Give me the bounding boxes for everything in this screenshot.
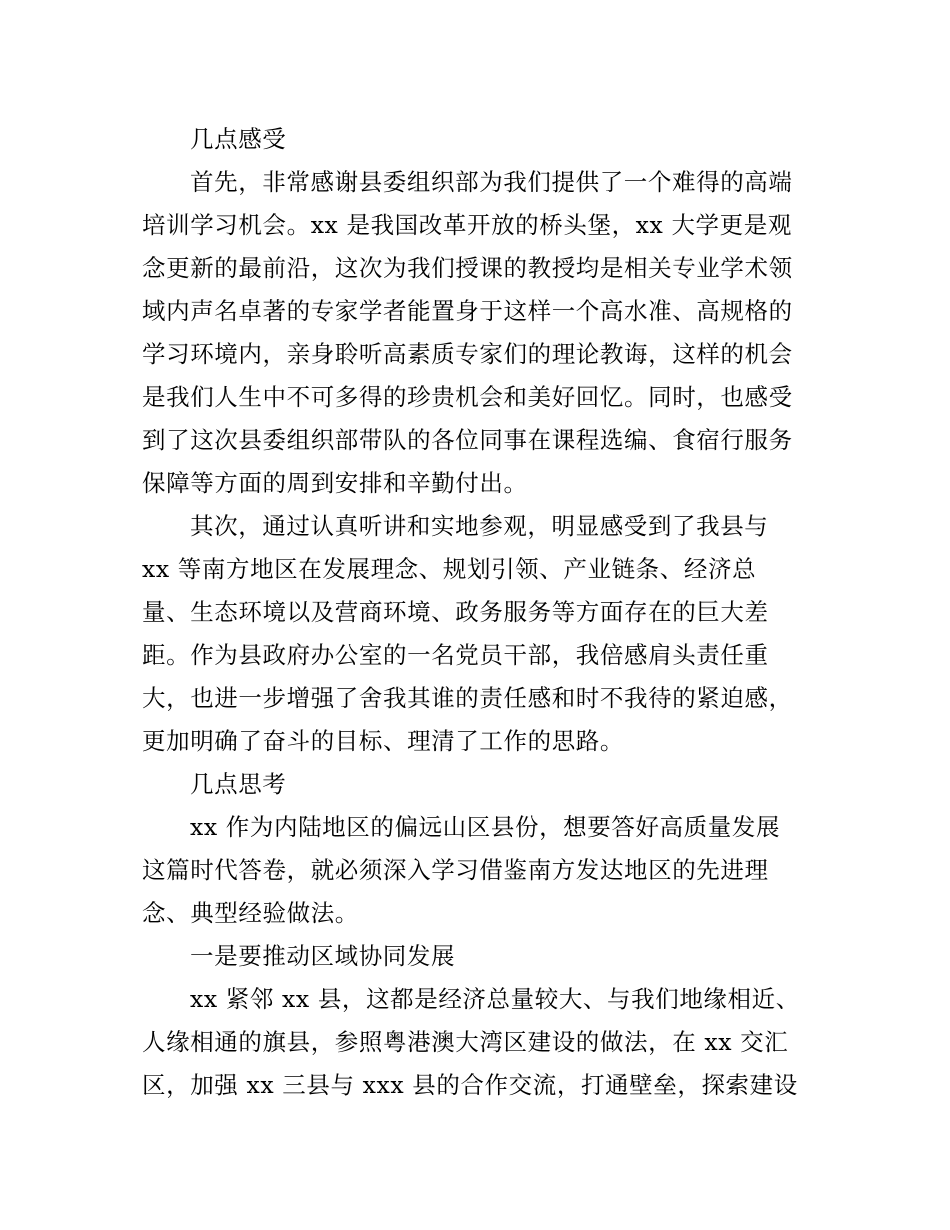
paragraph-line: 域内声名卓著的专家学者能置身于这样一个高水准、高规格的 [142,297,793,325]
paragraph-line: 大，也进一步增强了舍我其谁的责任感和时不我待的紧迫感， [142,684,793,712]
heading-thoughts: 几点思考 [190,770,287,798]
paragraph-line: 是我们人生中不可多得的珍贵机会和美好回忆。同时，也感受 [142,383,793,411]
paragraph-line: 念更新的最前沿，这次为我们授课的教授均是相关专业学术领 [142,254,793,282]
paragraph-line: 首先，非常感谢县委组织部为我们提供了一个难得的高端 [190,168,793,196]
paragraph-line: 念、典型经验做法。 [142,899,359,927]
paragraph-line: xx 紧邻 xx 县，这都是经济总量较大、与我们地缘相近、 [190,985,800,1013]
paragraph-line: xx 等南方地区在发展理念、规划引领、产业链条、经济总 [142,555,757,583]
paragraph-line: 到了这次县委组织部带队的各位同事在课程选编、食宿行服务 [142,426,793,454]
paragraph-line: 量、生态环境以及营商环境、政务服务等方面存在的巨大差 [142,598,769,626]
subheading-regional-coordination: 一是要推动区域协同发展 [190,942,456,970]
paragraph-line: xx 作为内陆地区的偏远山区县份，想要答好高质量发展 [190,813,781,841]
paragraph-line: 学习环境内，亲身聆听高素质专家们的理论教诲，这样的机会 [142,340,793,368]
paragraph-line: 保障等方面的周到安排和辛勤付出。 [142,469,528,497]
paragraph-line: 区，加强 xx 三县与 xxx 县的合作交流，打通壁垒，探索建设 [142,1071,798,1099]
paragraph-line: 距。作为县政府办公室的一名党员干部，我倍感肩头责任重 [142,641,769,669]
paragraph-line: 这篇时代答卷，就必须深入学习借鉴南方发达地区的先进理 [142,856,769,884]
heading-feelings: 几点感受 [190,125,287,153]
paragraph-line: 其次，通过认真听讲和实地参观，明显感受到了我县与 [190,512,769,540]
paragraph-line: 培训学习机会。xx 是我国改革开放的桥头堡，xx 大学更是观 [142,211,792,239]
paragraph-line: 更加明确了奋斗的目标、理清了工作的思路。 [142,727,624,755]
paragraph-line: 人缘相通的旗县，参照粤港澳大湾区建设的做法，在 xx 交汇 [142,1028,789,1056]
